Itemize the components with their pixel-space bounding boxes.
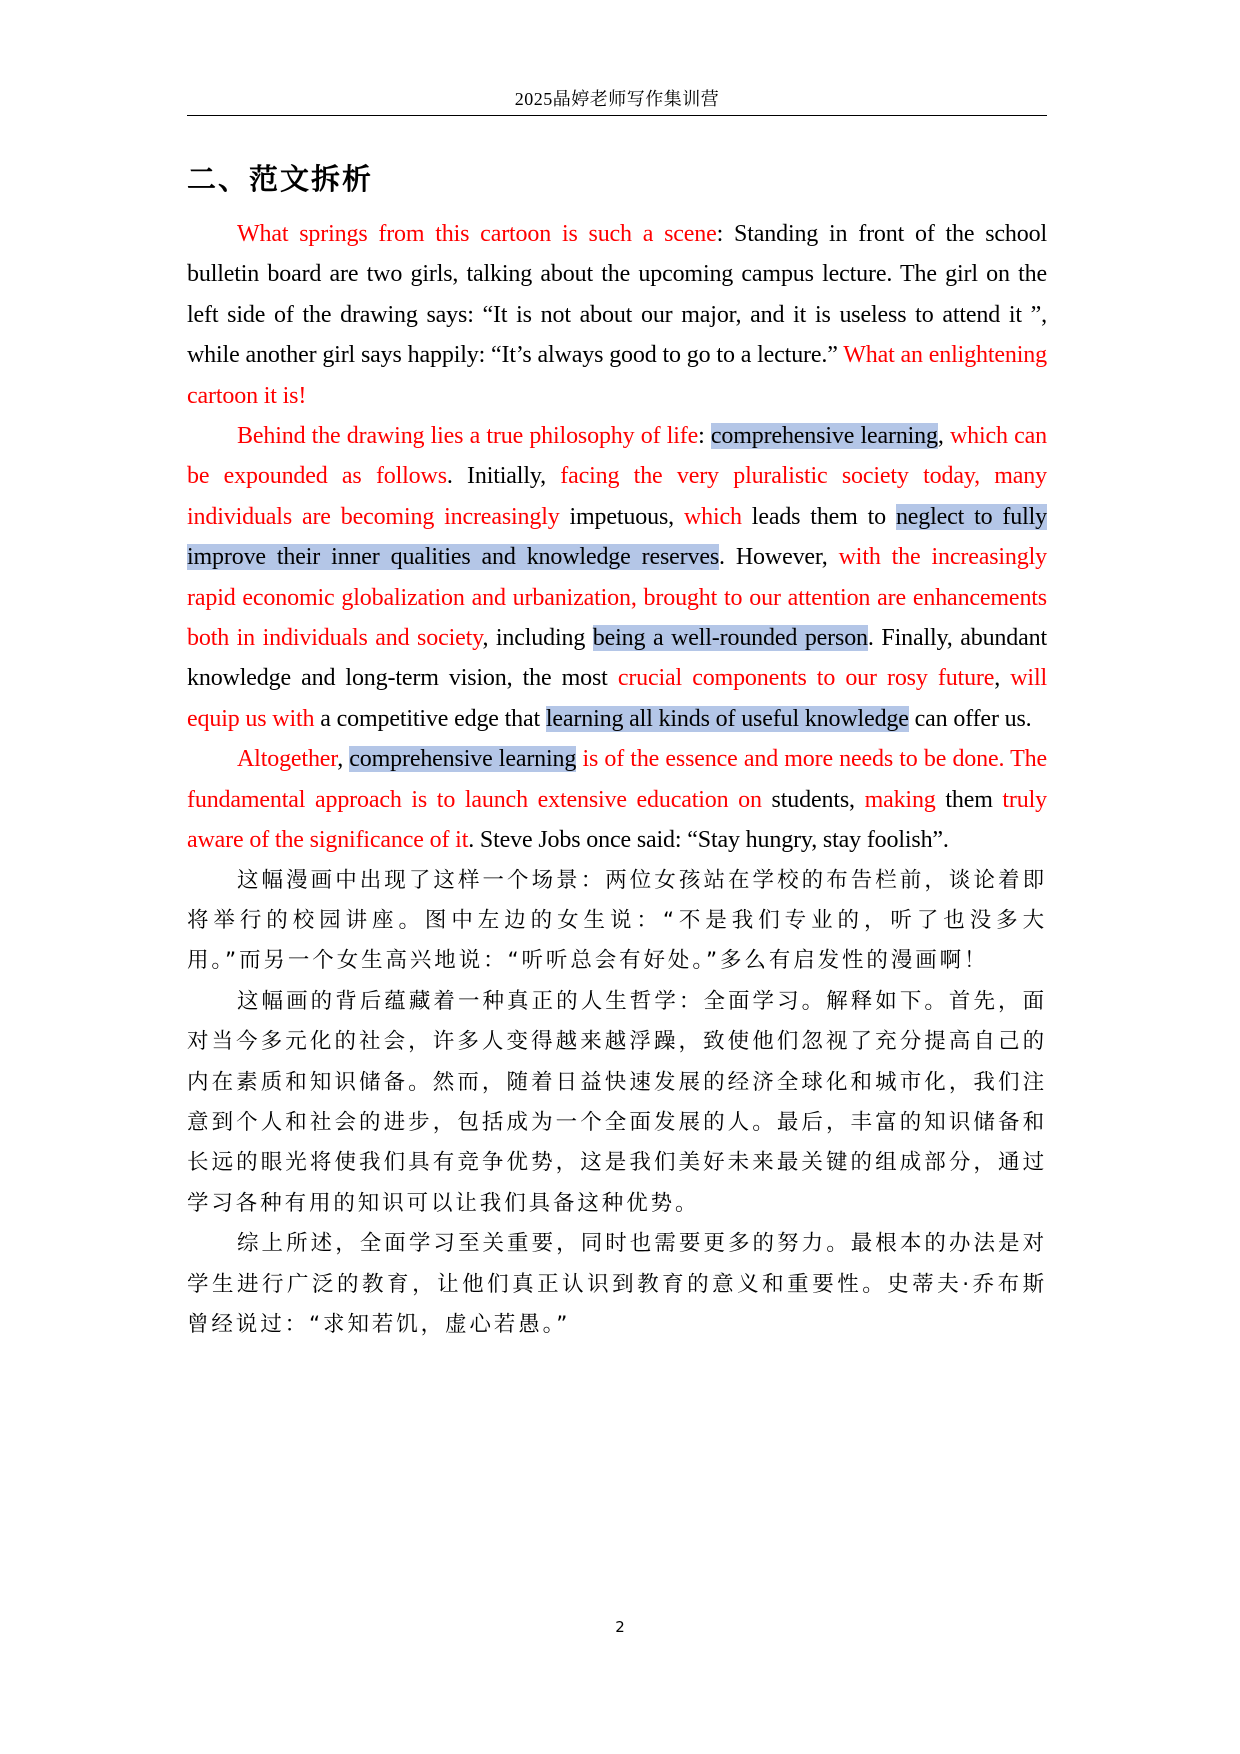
emphasis-text: will equip us with	[187, 665, 1047, 732]
emphasis-text: Altogether	[237, 746, 338, 773]
body-text: impetuous,	[559, 503, 684, 530]
body-text: : Standing in front of the school bulletin board are two girls, talking about the upcoming campus lecture. The girl on the left side of the drawing says: “It is not about our major, and it is useless to attend it ”, while another girl says happily: “It’s always good to go to a lecture.”	[187, 221, 1047, 369]
emphasis-text: facing the very pluralistic society today, many individuals are becoming increasingly	[187, 463, 1047, 530]
body-text: ,	[337, 746, 350, 773]
chinese-paragraph-2: 这幅画的背后蕴藏着一种真正的人生哲学：全面学习。解释如下。首先，面对当今多元化的社会，许多人变得越来越浮躁，致使他们忽视了充分提高自己的内在素质和知识储备。然而，随着日益快速发展的经济全球化和城市化，我们注意到个人和社会的进步，包括成为一个全面发展的人。最后，丰富的知识储备和长远的眼光将使我们具有竞争优势，这是我们美好未来最关键的组成部分，通过学习各种有用的知识可以让我们具备这种优势。	[187, 988, 1047, 1216]
highlighted-phrase: learning all kinds of useful knowledge	[545, 705, 909, 732]
body-text: ,	[994, 665, 1011, 692]
section-title: 二、范文拆析	[187, 164, 374, 196]
body-text: . Finally, abundant knowledge and long-term vision, the most	[187, 625, 1047, 692]
essay-body	[187, 214, 1047, 1345]
english-paragraph-2	[187, 416, 1047, 739]
body-text: them	[935, 786, 1003, 813]
header-divider	[187, 115, 1047, 116]
body-text: :	[698, 423, 711, 450]
emphasis-text: What an enlightening cartoon it is!	[187, 342, 1047, 409]
emphasis-text: truly aware of the significance of it	[187, 786, 1047, 854]
emphasis-text: which	[683, 503, 742, 530]
emphasis-text: with the increasingly rapid economic globalization and urbanization, brought to our attention are enhancements both in individuals and society	[187, 544, 1047, 652]
highlighted-phrase: comprehensive learning	[710, 423, 938, 450]
body-text: leads them to	[741, 503, 896, 530]
chinese-paragraph-3: 综上所述，全面学习至关重要，同时也需要更多的努力。最根本的办法是对学生进行广泛的教育，让他们真正认识到教育的意义和重要性。史蒂夫·乔布斯曾经说过：“求知若饥，虚心若愚。”	[187, 1231, 1047, 1337]
body-text: ,	[937, 423, 950, 450]
page-header: 2025晶婷老师写作集训营	[514, 89, 720, 109]
emphasis-text: which can be expounded as follows	[187, 423, 1048, 490]
body-text: students,	[761, 786, 865, 813]
page-number: 2	[615, 1618, 625, 1636]
body-text: . Initially,	[446, 463, 561, 490]
emphasis-text: is of the essence and more needs to be done. The fundamental approach is to launch extensive education on	[187, 746, 1047, 813]
highlighted-phrase: being a well-rounded person	[592, 625, 868, 652]
body-text: can offer us.	[908, 705, 1032, 732]
chinese-paragraph-1: 这幅漫画中出现了这样一个场景：两位女孩站在学校的布告栏前，谈论着即将举行的校园讲座。图中左边的女生说：“不是我们专业的，听了也没多大用。”而另一个女生高兴地说：“听听总会有好处。”多么有启发性的漫画啊！	[187, 867, 1047, 974]
body-text: . Steve Jobs once said: “Stay hungry, stay foolish”.	[468, 827, 949, 854]
emphasis-text: crucial components to our rosy future	[617, 665, 995, 692]
body-text: a competitive edge that	[314, 705, 546, 732]
emphasis-text: What springs from this cartoon is such a scene	[237, 221, 717, 247]
body-text: . However,	[719, 544, 839, 571]
english-paragraph-1	[187, 214, 1047, 416]
highlighted-phrase: comprehensive learning	[349, 746, 577, 773]
emphasis-text: Behind the drawing lies a true philosophy of life	[237, 423, 699, 450]
highlighted-phrase: neglect to fully improve their inner qualities and knowledge reserves	[187, 503, 1047, 571]
body-text: , including	[482, 625, 593, 652]
english-paragraph-3	[187, 739, 1047, 860]
emphasis-text: making	[864, 786, 936, 813]
